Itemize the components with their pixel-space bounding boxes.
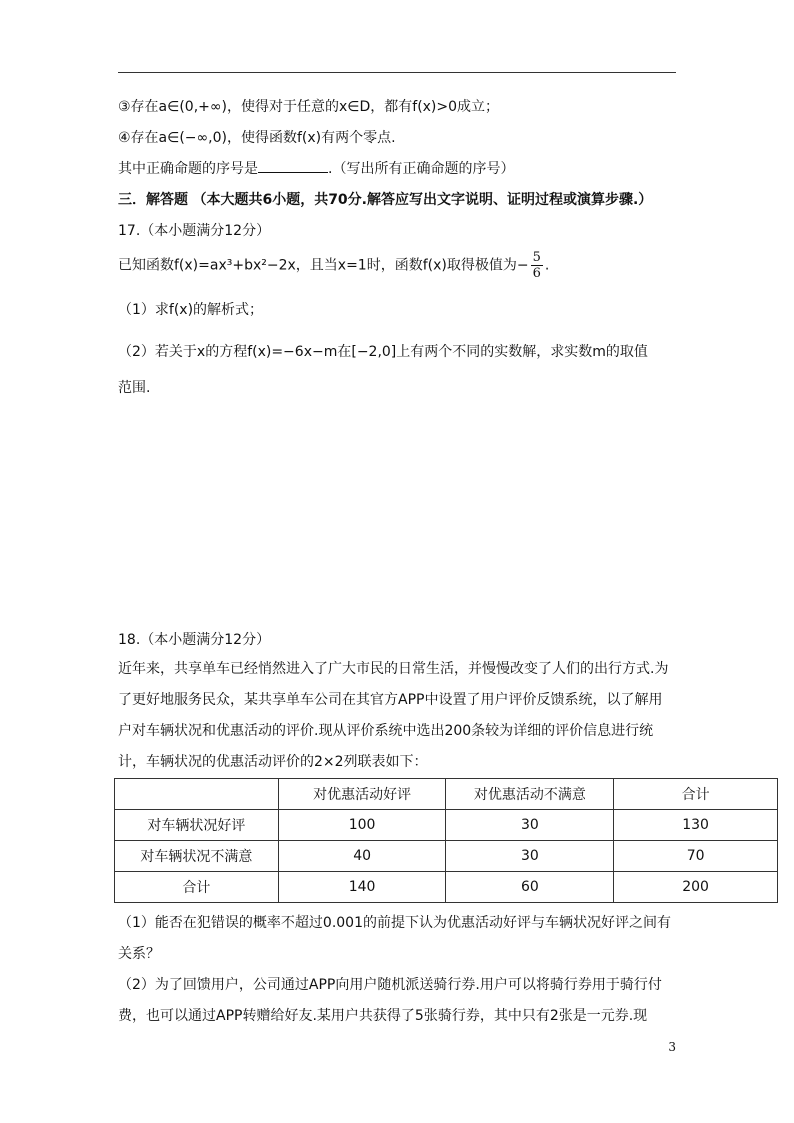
q18-heading: 18.（本小题满分12分） [118,632,271,648]
q18-line-3: 户对车辆状况和优惠活动的评价.现从评价系统中选出200条较为详细的评价信息进行统 [118,723,654,739]
table-cell: 对车辆状况不满意 [115,841,279,872]
table-row [115,872,778,903]
q17-fraction-denominator: 6 [532,266,541,281]
q18-part-2: （2）为了回馈用户，公司通过APP向用户随机派送骑行券.用户可以将骑行券用于骑行付 [118,977,662,993]
q18-part-2-cont: 费，也可以通过APP转赠给好友.某用户共获得了5张骑行券，其中只有2张是一元券.现 [118,1008,648,1024]
section-3-heading [118,190,652,210]
section-3-title: 三．解答题 [118,192,188,208]
table-header-row [115,779,778,810]
table-cell: 200 [614,872,778,903]
answer-blank [258,158,328,173]
q18-part-1: （1）能否在犯错误的概率不超过0.001的前提下认为优惠活动好评与车辆状况好评之间有 [118,915,671,931]
table-cell: 合计 [614,779,778,810]
q17-body-text: 已知函数f(x)=ax³+bx²−2x，且当x=1时，函数f(x)取得极值为− [118,257,529,274]
answer-prompt-note: .（写出所有正确命题的序号） [328,161,515,177]
q17-part-1: （1）求f(x)的解析式； [118,302,264,318]
table-cell: 130 [614,810,778,841]
q18-line-2: 了更好地服务民众，某共享单车公司在其官方APP中设置了用户评价反馈系统，以了解用 [118,692,663,708]
contingency-table [114,778,778,903]
table-cell: 70 [614,841,778,872]
table-row [115,810,778,841]
q17-body [118,250,549,281]
q17-part-2: （2）若关于x的方程f(x)=−6x−m在[−2,0]上有两个不同的实数解，求实数m的取值 [118,344,648,360]
table-cell: 100 [278,810,446,841]
q18-line-4: 计，车辆状况的优惠活动评价的2×2列联表如下： [118,754,428,770]
table-cell: 对车辆状况好评 [115,810,279,841]
table-cell: 合计 [115,872,279,903]
q18-line-1: 近年来，共享单车已经悄然进入了广大市民的日常生活，并慢慢改变了人们的出行方式.为 [118,661,669,677]
table-cell [115,779,279,810]
statement-4: ④存在a∈(−∞,0)，使得函数f(x)有两个零点. [118,130,396,146]
answer-prompt [118,158,514,179]
q17-body-end: . [544,257,550,274]
q17-heading: 17.（本小题满分12分） [118,223,271,239]
table-cell: 60 [446,872,614,903]
table-cell: 30 [446,841,614,872]
section-3-note: （本大题共6小题，共70分.解答应写出文字说明、证明过程或演算步骤.） [192,192,653,208]
table-cell: 对优惠活动不满意 [446,779,614,810]
q17-fraction [531,250,543,281]
statement-3: ③存在a∈(0,+∞)，使得对于任意的x∈D，都有f(x)>0成立； [118,99,500,115]
q17-part-2-cont: 范围. [118,380,151,396]
table-row [115,841,778,872]
q18-part-1-cont: 关系？ [118,946,160,962]
table-cell: 140 [278,872,446,903]
table-cell: 40 [278,841,446,872]
table-cell: 30 [446,810,614,841]
header-rule [118,72,676,73]
answer-prompt-text: 其中正确命题的序号是 [118,161,258,177]
page-number: 3 [668,1040,676,1054]
table-cell: 对优惠活动好评 [278,779,446,810]
q17-fraction-numerator: 5 [532,250,541,265]
